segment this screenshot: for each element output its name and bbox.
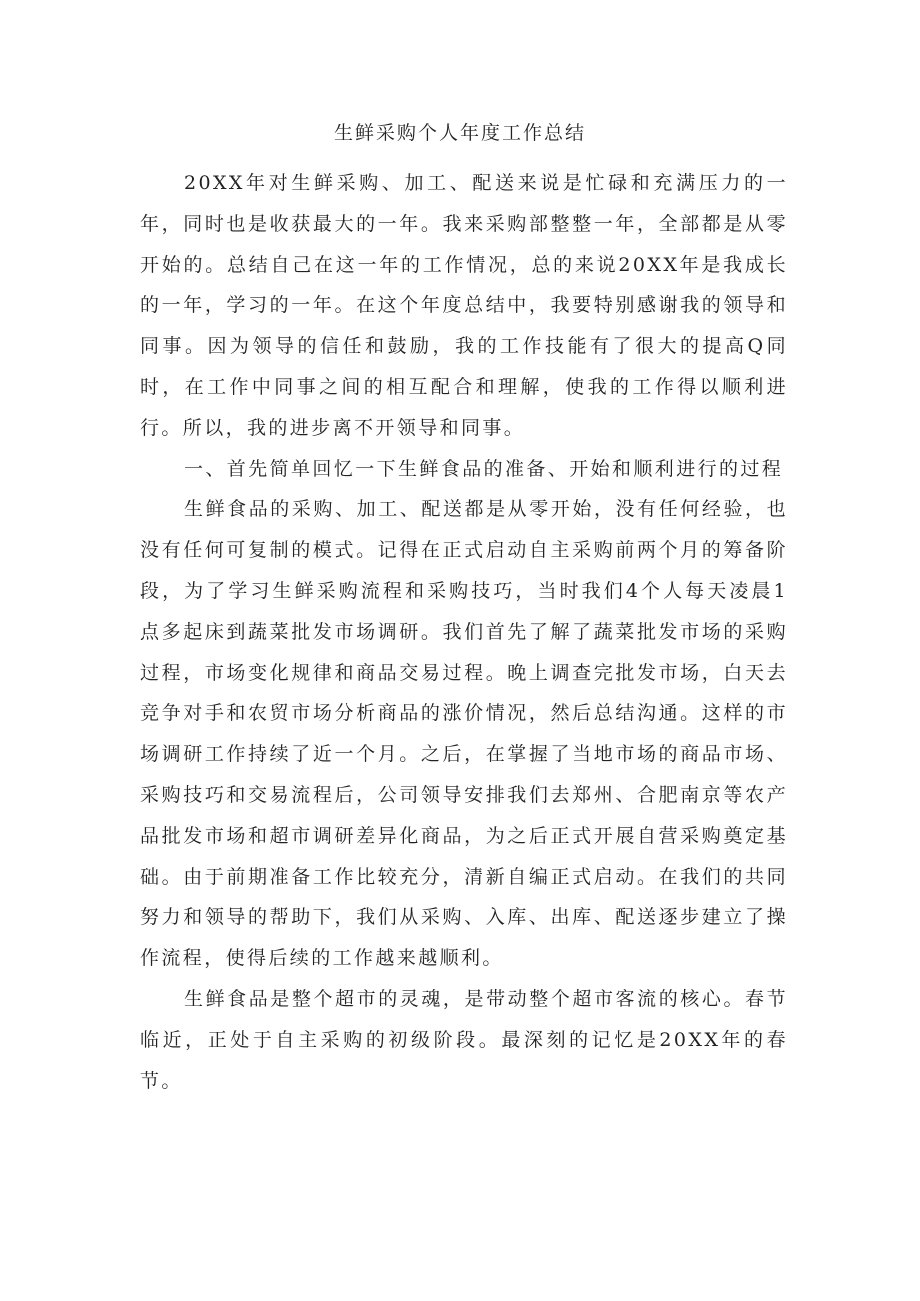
paragraph-preparation: 生鲜食品的采购、加工、配送都是从零开始，没有任何经验，也没有任何可复制的模式。记得在正式启动自主采购前两个月的筹备阶段，为了学习生鲜采购流程和采购技巧，当时我们4个人每天凌晨1点多起床到蔬菜批发市场调研。我们首先了解了蔬菜批发市场的采购过程，市场变化规律和商品交易过程。晚上调查完批发市场，白天去竞争对手和农贸市场分析商品的涨价情况，然后总结沟通。这样的市场调研工作持续了近一个月。之后，在掌握了当地市场的商品市场、采购技巧和交易流程后，公司领导安排我们去郑州、合肥南京等农产品批发市场和超市调研差异化商品，为之后正式开展自营采购奠定基础。由于前期准备工作比较充分，清新自编正式启动。在我们的共同努力和领导的帮助下，我们从采购、入库、出库、配送逐步建立了操作流程，使得后续的工作越来越顺利。	[140, 498, 788, 970]
paragraph-spring-festival: 生鲜食品是整个超市的灵魂，是带动整个超市客流的核心。春节临近，正处于自主采购的初级阶段。最深刻的记忆是20XX年的春节。	[140, 987, 788, 1092]
document-title: 生鲜采购个人年度工作总结	[333, 122, 586, 144]
document-body	[140, 163, 788, 1101]
section-heading-1: 一、首先简单回忆一下生鲜食品的准备、开始和顺利进行的过程	[184, 457, 784, 480]
paragraph-intro: 20XX年对生鲜采购、加工、配送来说是忙碌和充满压力的一年，同时也是收获最大的一年。我来采购部整整一年，全部都是从零开始的。总结自己在这一年的工作情况，总的来说20XX年是我成长的一年，学习的一年。在这个年度总结中，我要特别感谢我的领导和同事。因为领导的信任和鼓励，我的工作技能有了很大的提高Q同时，在工作中同事之间的相互配合和理解，使我的工作得以顺利进行。所以，我的进步离不开领导和同事。	[140, 172, 788, 439]
